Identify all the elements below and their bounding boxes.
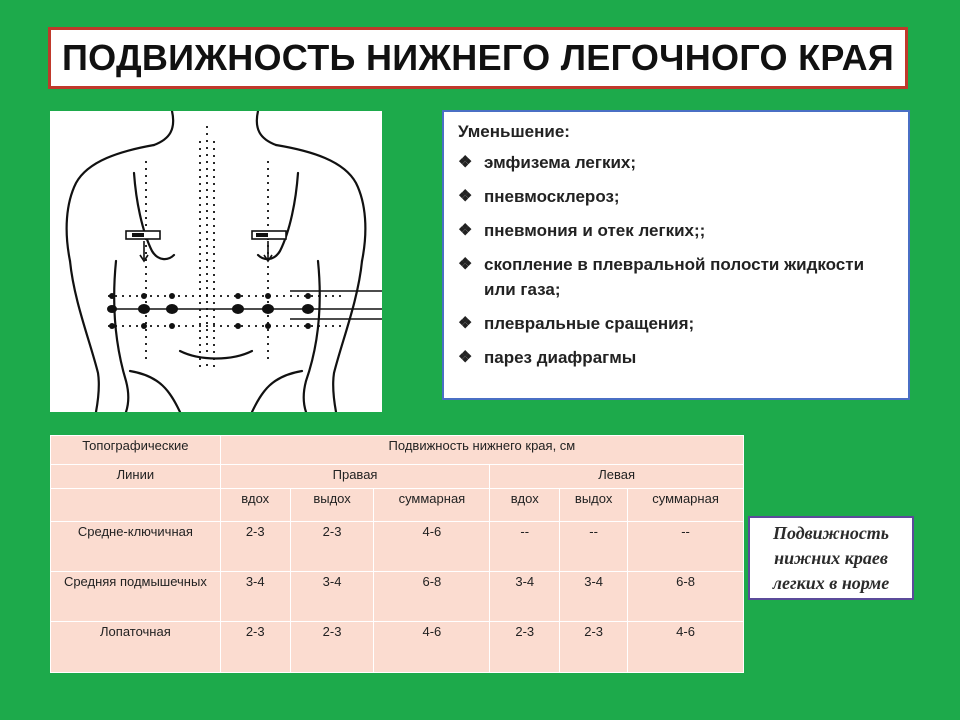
- table-cell: --: [560, 522, 628, 572]
- table-cell: 4-6: [628, 622, 744, 673]
- note-text: Подвижность нижних краев легких в норме: [772, 522, 890, 593]
- line-name-cell: Лопаточная: [51, 622, 221, 673]
- mobility-table-wrap: [50, 435, 744, 672]
- table-cell: 2-3: [220, 522, 290, 572]
- table-header-row: [51, 465, 744, 489]
- diamond-bullet-icon: ❖: [458, 154, 473, 171]
- table-row: [51, 572, 744, 622]
- normal-mobility-note: [748, 516, 914, 600]
- list-item: ❖ парез диафрагмы: [456, 345, 896, 370]
- table-row: [51, 622, 744, 673]
- table-cell: 3-4: [220, 572, 290, 622]
- header-cell: [51, 489, 221, 522]
- header-cell: Правая: [220, 465, 490, 489]
- back-lungs-diagram: [50, 111, 382, 412]
- list-item: ❖ пневмония и отек легких;;: [456, 218, 896, 243]
- table-cell: 3-4: [490, 572, 560, 622]
- diamond-bullet-icon: ❖: [458, 349, 473, 366]
- list-item: ❖ скопление в плевральной полости жидкости или газа;: [456, 252, 896, 302]
- subheader-cell: выдох: [560, 489, 628, 522]
- line-name-cell: Средняя подмышечных: [51, 572, 221, 622]
- causes-list: [456, 150, 896, 370]
- subheader-cell: выдох: [290, 489, 374, 522]
- table-cell: 6-8: [374, 572, 490, 622]
- table-cell: 4-6: [374, 622, 490, 673]
- diamond-bullet-icon: ❖: [458, 256, 473, 273]
- back-lungs-drawing: [50, 111, 382, 412]
- decrease-heading: Уменьшение:: [458, 122, 570, 141]
- header-cell: Подвижность нижнего края, см: [220, 436, 743, 465]
- line-name-cell: Средне-ключичная: [51, 522, 221, 572]
- table-row: [51, 522, 744, 572]
- table-cell: 6-8: [628, 572, 744, 622]
- table-cell: 3-4: [290, 572, 374, 622]
- table-cell: 2-3: [290, 522, 374, 572]
- header-cell: Левая: [490, 465, 744, 489]
- table-subheader-row: [51, 489, 744, 522]
- subheader-cell: вдох: [490, 489, 560, 522]
- table-cell: 2-3: [560, 622, 628, 673]
- subheader-cell: вдох: [220, 489, 290, 522]
- table-cell: 2-3: [490, 622, 560, 673]
- list-item: ❖ плевральные сращения;: [456, 311, 896, 336]
- decrease-causes-box: [442, 110, 910, 400]
- mobility-table: [50, 435, 744, 673]
- table-cell: 4-6: [374, 522, 490, 572]
- list-item: ❖ эмфизема легких;: [456, 150, 896, 175]
- table-cell: 2-3: [290, 622, 374, 673]
- table-cell: 2-3: [220, 622, 290, 673]
- table-cell: 3-4: [560, 572, 628, 622]
- header-cell: Топографические: [51, 436, 221, 465]
- diamond-bullet-icon: ❖: [458, 222, 473, 239]
- table-header-row: [51, 436, 744, 465]
- diamond-bullet-icon: ❖: [458, 188, 473, 205]
- title-box: [48, 27, 908, 89]
- subheader-cell: суммарная: [628, 489, 744, 522]
- table-cell: --: [628, 522, 744, 572]
- header-cell: Линии: [51, 465, 221, 489]
- page-title: ПОДВИЖНОСТЬ НИЖНЕГО ЛЕГОЧНОГО КРАЯ: [61, 37, 895, 78]
- diamond-bullet-icon: ❖: [458, 315, 473, 332]
- subheader-cell: суммарная: [374, 489, 490, 522]
- table-cell: --: [490, 522, 560, 572]
- list-item: ❖ пневмосклероз;: [456, 184, 896, 209]
